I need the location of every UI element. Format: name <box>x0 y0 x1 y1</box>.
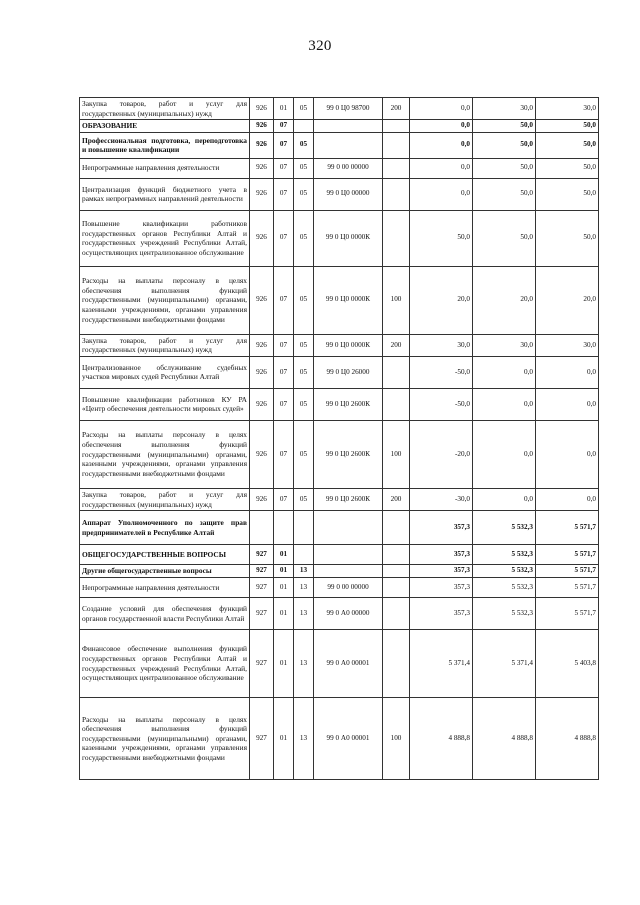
section-code-cell <box>274 511 294 545</box>
subsection-code-cell: 05 <box>294 388 314 420</box>
amount-3-cell: 50,0 <box>536 158 599 178</box>
target-article-cell: 99 0 Ц0 00000 <box>314 178 383 210</box>
expense-type-cell <box>383 630 410 698</box>
table-row <box>80 120 599 133</box>
row-name-cell: Закупка товаров, работ и услуг для государственных (муниципальных) нужд <box>80 334 250 356</box>
row-name-cell: Закупка товаров, работ и услуг для государственных (муниципальных) нужд <box>80 98 250 120</box>
row-name-cell: Создание условий для обеспечения функций органов государственной власти Республики Алтай <box>80 598 250 630</box>
row-name-cell: Финансовое обеспечение выполнения функций государственных органов Республики Алтай и государственных учреждений Республики Алтай, осуществляющих централизованное обслуживание <box>80 630 250 698</box>
target-article-cell: 99 0 А0 00000 <box>314 598 383 630</box>
amount-1-cell: 50,0 <box>410 210 473 266</box>
amount-3-cell: 0,0 <box>536 356 599 388</box>
amount-2-cell: 4 888,8 <box>473 698 536 780</box>
amount-2-cell: 50,0 <box>473 132 536 158</box>
target-article-cell: 99 0 Ц0 0000К <box>314 334 383 356</box>
subsection-code-cell: 13 <box>294 630 314 698</box>
grbs-code-cell: 927 <box>250 698 274 780</box>
expense-type-cell <box>383 545 410 565</box>
amount-3-cell: 0,0 <box>536 488 599 510</box>
amount-1-cell: 4 888,8 <box>410 698 473 780</box>
target-article-cell: 99 0 Ц0 98700 <box>314 98 383 120</box>
expense-type-cell <box>383 511 410 545</box>
row-name-cell: Непрограммные направления деятельности <box>80 158 250 178</box>
table-row <box>80 511 599 545</box>
grbs-code-cell: 927 <box>250 565 274 578</box>
amount-3-cell: 5 571,7 <box>536 511 599 545</box>
amount-2-cell: 5 532,3 <box>473 565 536 578</box>
section-code-cell: 01 <box>274 578 294 598</box>
section-code-cell: 01 <box>274 98 294 120</box>
table-row <box>80 630 599 698</box>
target-article-cell <box>314 132 383 158</box>
section-code-cell: 01 <box>274 698 294 780</box>
subsection-code-cell: 05 <box>294 356 314 388</box>
section-code-cell: 07 <box>274 420 294 488</box>
expense-type-cell: 100 <box>383 698 410 780</box>
amount-1-cell: 357,3 <box>410 578 473 598</box>
expense-type-cell <box>383 158 410 178</box>
target-article-cell <box>314 120 383 133</box>
table-row <box>80 98 599 120</box>
subsection-code-cell: 05 <box>294 334 314 356</box>
row-name-cell: Повышение квалификации работников КУ РА «Центр обеспечения деятельности мировых судей» <box>80 388 250 420</box>
target-article-cell <box>314 511 383 545</box>
amount-2-cell: 20,0 <box>473 266 536 334</box>
amount-1-cell: 0,0 <box>410 120 473 133</box>
amount-2-cell: 30,0 <box>473 334 536 356</box>
expense-type-cell <box>383 565 410 578</box>
amount-1-cell: -50,0 <box>410 356 473 388</box>
table-row <box>80 545 599 565</box>
amount-3-cell: 5 571,7 <box>536 545 599 565</box>
row-name-cell: ОБЩЕГОСУДАРСТВЕННЫЕ ВОПРОСЫ <box>80 545 250 565</box>
amount-2-cell: 50,0 <box>473 120 536 133</box>
row-name-cell: Закупка товаров, работ и услуг для государственных (муниципальных) нужд <box>80 488 250 510</box>
grbs-code-cell: 926 <box>250 488 274 510</box>
amount-1-cell: 357,3 <box>410 565 473 578</box>
amount-3-cell: 5 571,7 <box>536 578 599 598</box>
grbs-code-cell: 926 <box>250 388 274 420</box>
table-row <box>80 266 599 334</box>
subsection-code-cell: 05 <box>294 210 314 266</box>
amount-1-cell: -50,0 <box>410 388 473 420</box>
amount-2-cell: 0,0 <box>473 488 536 510</box>
table-row <box>80 565 599 578</box>
amount-1-cell: 357,3 <box>410 511 473 545</box>
table-row <box>80 578 599 598</box>
amount-1-cell: 5 371,4 <box>410 630 473 698</box>
table-row <box>80 210 599 266</box>
subsection-code-cell: 13 <box>294 565 314 578</box>
amount-3-cell: 5 403,8 <box>536 630 599 698</box>
table-row <box>80 698 599 780</box>
row-name-cell: Расходы на выплаты персоналу в целях обеспечения выполнения функций государственными (муниципальными) органами, казенными учреждениями, органами управления государственными внебюджетными фондами <box>80 266 250 334</box>
row-name-cell: Централизованное обслуживание судебных участков мировых судей Республики Алтай <box>80 356 250 388</box>
section-code-cell: 07 <box>274 388 294 420</box>
section-code-cell: 07 <box>274 210 294 266</box>
section-code-cell: 01 <box>274 545 294 565</box>
expense-type-cell <box>383 388 410 420</box>
section-code-cell: 07 <box>274 266 294 334</box>
amount-2-cell: 0,0 <box>473 388 536 420</box>
amount-3-cell: 5 571,7 <box>536 598 599 630</box>
amount-1-cell: -20,0 <box>410 420 473 488</box>
table-row <box>80 334 599 356</box>
grbs-code-cell: 926 <box>250 420 274 488</box>
amount-3-cell: 5 571,7 <box>536 565 599 578</box>
expense-type-cell <box>383 598 410 630</box>
grbs-code-cell: 926 <box>250 266 274 334</box>
row-name-cell: Профессиональная подготовка, переподготовка и повышение квалификации <box>80 132 250 158</box>
amount-3-cell: 20,0 <box>536 266 599 334</box>
subsection-code-cell <box>294 120 314 133</box>
amount-2-cell: 50,0 <box>473 210 536 266</box>
table-row <box>80 598 599 630</box>
expense-type-cell <box>383 120 410 133</box>
expense-type-cell: 100 <box>383 266 410 334</box>
section-code-cell: 07 <box>274 334 294 356</box>
amount-1-cell: 357,3 <box>410 545 473 565</box>
table-row <box>80 132 599 158</box>
amount-3-cell: 4 888,8 <box>536 698 599 780</box>
grbs-code-cell: 926 <box>250 210 274 266</box>
expense-type-cell: 200 <box>383 98 410 120</box>
subsection-code-cell: 05 <box>294 132 314 158</box>
grbs-code-cell: 926 <box>250 158 274 178</box>
table-body <box>80 98 599 780</box>
grbs-code-cell: 926 <box>250 178 274 210</box>
table-row <box>80 356 599 388</box>
target-article-cell <box>314 565 383 578</box>
target-article-cell: 99 0 Ц0 0000К <box>314 266 383 334</box>
subsection-code-cell: 05 <box>294 420 314 488</box>
grbs-code-cell: 926 <box>250 356 274 388</box>
grbs-code-cell: 927 <box>250 630 274 698</box>
amount-2-cell: 30,0 <box>473 98 536 120</box>
grbs-code-cell: 927 <box>250 578 274 598</box>
grbs-code-cell: 926 <box>250 120 274 133</box>
amount-2-cell: 50,0 <box>473 158 536 178</box>
amount-1-cell: 20,0 <box>410 266 473 334</box>
subsection-code-cell <box>294 545 314 565</box>
section-code-cell: 07 <box>274 356 294 388</box>
section-code-cell: 07 <box>274 178 294 210</box>
row-name-cell: Аппарат Уполномоченного по защите прав предпринимателей в Республике Алтай <box>80 511 250 545</box>
page-number: 320 <box>308 38 332 54</box>
row-name-cell: Другие общегосударственные вопросы <box>80 565 250 578</box>
target-article-cell: 99 0 Ц0 26000 <box>314 356 383 388</box>
subsection-code-cell: 05 <box>294 158 314 178</box>
target-article-cell: 99 0 А0 00001 <box>314 698 383 780</box>
section-code-cell: 01 <box>274 598 294 630</box>
row-name-cell: Непрограммные направления деятельности <box>80 578 250 598</box>
amount-1-cell: 0,0 <box>410 98 473 120</box>
section-code-cell: 07 <box>274 132 294 158</box>
target-article-cell: 99 0 Ц0 0000К <box>314 210 383 266</box>
target-article-cell: 99 0 00 00000 <box>314 578 383 598</box>
subsection-code-cell: 13 <box>294 598 314 630</box>
target-article-cell: 99 0 Ц0 2600К <box>314 488 383 510</box>
subsection-code-cell: 05 <box>294 98 314 120</box>
expense-type-cell <box>383 356 410 388</box>
row-name-cell: Повышение квалификации работников государственных органов Республики Алтай и государственных учреждений Республики Алтай, осуществляющих централизованное обслуживание <box>80 210 250 266</box>
table-row <box>80 178 599 210</box>
grbs-code-cell: 926 <box>250 334 274 356</box>
amount-1-cell: 0,0 <box>410 178 473 210</box>
row-name-cell: Расходы на выплаты персоналу в целях обеспечения выполнения функций государственными (муниципальными) органами, казенными учреждениями, органами управления государственными внебюджетными фондами <box>80 698 250 780</box>
section-code-cell: 01 <box>274 565 294 578</box>
subsection-code-cell: 05 <box>294 178 314 210</box>
expense-type-cell: 100 <box>383 420 410 488</box>
grbs-code-cell: 927 <box>250 545 274 565</box>
amount-3-cell: 30,0 <box>536 334 599 356</box>
amount-3-cell: 0,0 <box>536 420 599 488</box>
expense-type-cell <box>383 132 410 158</box>
target-article-cell: 99 0 А0 00001 <box>314 630 383 698</box>
amount-3-cell: 30,0 <box>536 98 599 120</box>
expense-type-cell: 200 <box>383 334 410 356</box>
subsection-code-cell: 13 <box>294 578 314 598</box>
amount-1-cell: 30,0 <box>410 334 473 356</box>
amount-3-cell: 0,0 <box>536 388 599 420</box>
table-row <box>80 420 599 488</box>
grbs-code-cell: 927 <box>250 598 274 630</box>
row-name-cell: Централизация функций бюджетного учета в рамках непрограммных направлений деятельности <box>80 178 250 210</box>
row-name-cell: Расходы на выплаты персоналу в целях обеспечения выполнения функций государственными (муниципальными) органами, казенными учреждениями, органами управления государственными внебюджетными фондами <box>80 420 250 488</box>
amount-1-cell: 0,0 <box>410 132 473 158</box>
subsection-code-cell: 05 <box>294 488 314 510</box>
amount-1-cell: 357,3 <box>410 598 473 630</box>
table-row <box>80 158 599 178</box>
amount-2-cell: 5 532,3 <box>473 598 536 630</box>
target-article-cell <box>314 545 383 565</box>
amount-3-cell: 50,0 <box>536 132 599 158</box>
expense-type-cell <box>383 178 410 210</box>
amount-2-cell: 5 371,4 <box>473 630 536 698</box>
target-article-cell: 99 0 Ц0 2600К <box>314 388 383 420</box>
expense-type-cell: 200 <box>383 488 410 510</box>
expense-type-cell <box>383 210 410 266</box>
amount-1-cell: -30,0 <box>410 488 473 510</box>
section-code-cell: 01 <box>274 630 294 698</box>
amount-2-cell: 0,0 <box>473 420 536 488</box>
amount-1-cell: 0,0 <box>410 158 473 178</box>
amount-3-cell: 50,0 <box>536 210 599 266</box>
row-name-cell: ОБРАЗОВАНИЕ <box>80 120 250 133</box>
grbs-code-cell <box>250 511 274 545</box>
amount-3-cell: 50,0 <box>536 178 599 210</box>
target-article-cell: 99 0 Ц0 2600К <box>314 420 383 488</box>
section-code-cell: 07 <box>274 120 294 133</box>
table-row <box>80 388 599 420</box>
table-row <box>80 488 599 510</box>
amount-2-cell: 5 532,3 <box>473 545 536 565</box>
expense-type-cell <box>383 578 410 598</box>
target-article-cell: 99 0 00 00000 <box>314 158 383 178</box>
amount-2-cell: 0,0 <box>473 356 536 388</box>
section-code-cell: 07 <box>274 158 294 178</box>
amount-3-cell: 50,0 <box>536 120 599 133</box>
subsection-code-cell: 13 <box>294 698 314 780</box>
budget-table <box>79 97 599 780</box>
amount-2-cell: 5 532,3 <box>473 578 536 598</box>
subsection-code-cell <box>294 511 314 545</box>
section-code-cell: 07 <box>274 488 294 510</box>
amount-2-cell: 5 532,3 <box>473 511 536 545</box>
amount-2-cell: 50,0 <box>473 178 536 210</box>
grbs-code-cell: 926 <box>250 98 274 120</box>
grbs-code-cell: 926 <box>250 132 274 158</box>
subsection-code-cell: 05 <box>294 266 314 334</box>
